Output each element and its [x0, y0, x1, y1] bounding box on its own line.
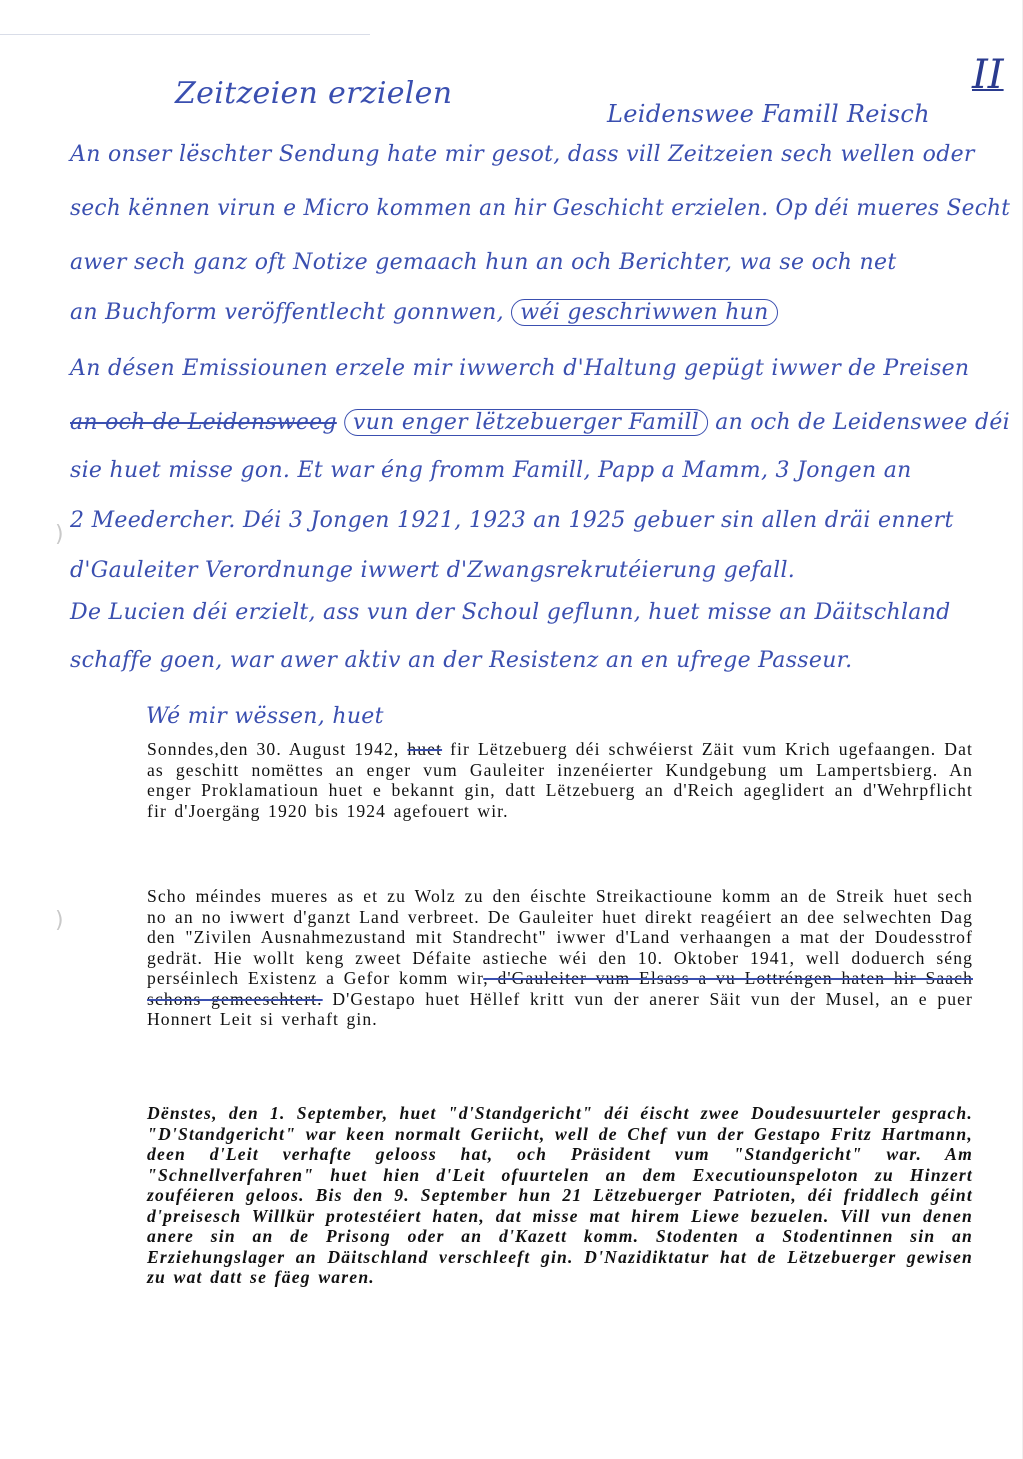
- handwritten-struck-text: an och de Leidensweeg: [70, 410, 337, 435]
- handwritten-subtitle: Leidenswee Famill Reisch: [607, 100, 930, 128]
- handwritten-line-2: sech kënnen virun e Micro kommen an hir Geschicht erzielen. Op déi mueres Secht: [70, 196, 1011, 221]
- handwritten-line-6-end: an och de Leidenswee déi: [715, 410, 1010, 435]
- handwritten-line-8: 2 Meedercher. Déi 3 Jongen 1921, 1923 an 1925 gebuer sin allen dräi ennert: [70, 508, 954, 533]
- handwritten-circled-note: wéi geschriwwen hun: [511, 299, 777, 326]
- handwritten-line-4: [70, 300, 778, 325]
- handwritten-line-9: d'Gauleiter Verordnunge iwwert d'Zwangsrekrutéierung gefall.: [70, 558, 796, 583]
- scan-edge-line: [0, 34, 370, 35]
- typed-p1-rest: fir Lëtzebuerg déi schwéierst Zäit vum Krich ugefaangen. Dat as geschitt nomëttes an enger vum Gauleiter inzenéierter Kundgebung um Lampertsbierg. An enger Proklamatioun huet e bekannt gin, datt Lëtzebuerg an d'Reich ageglidert an d'Wehrpflicht fir d'Joergäng 1920 bis 1924 agefouert wir.: [147, 739, 973, 821]
- handwritten-line-4-text: an Buchform veröffentlecht gonnwen,: [70, 300, 504, 325]
- margin-bracket-mark: ): [55, 908, 64, 933]
- handwritten-line-10: De Lucien déi erzielt, ass vun der Schoul geflunn, huet misse an Däitschland: [70, 600, 951, 625]
- handwritten-line-1: An onser lëschter Sendung hate mir gesot, dass vill Zeitzeien sech wellen oder: [70, 142, 975, 167]
- typed-p2-start: Scho méindes mueres as et zu Wolz zu den éischte Streikactioune komm an de Streik huet sech no an no iwwert d'ganzt Land verbreet. De Gauleiter huet direkt reagéiert an dee selwechten Dag den "Zivilen Ausnahmezustand mit Standrecht" iwwer d'Land verhaangen a mat der Doudesstrof gedrät. Hie wollt keng zweet Défaite astieche wéi den 10. Oktober 1941, well doduerch séng perséinlech Existenz a Gefor komm wir: [147, 886, 973, 988]
- typed-paragraph-3: Dënstes, den 1. September, huet "d'Standgericht" déi éischt zwee Doudesuurteler gesprach. "D'Standgericht" war keen normalt Geriicht, well de Chef vun der Gestapo Fritz Hartmann, deen d'Leit verhafte gelooss hat, och Präsident vum "Standgericht" war. Am "Schnellverfahren" huet hien d'Leit ofuurtelen an dem Executiounspeloton zu Hinzert zouféieren geloos. Bis den 9. September hun 21 Lëtzebuerger Patrioten, déi friddlech géint d'preisesch Willkür protestéiert haten, dat misse mat hirem Liewe bezuelen. Vill vun denen anere sin an de Prisong oder an d'Kazett komm. Stodenten a Stodentinnen sin an Erziehungslager an Däitschland verschleeft gin. D'Nazidiktatur hat de Lëtzebuerger gewisen zu wat datt se fäeg waren.: [147, 1103, 973, 1287]
- typed-p1-start: Sonndes,den 30. August 1942,: [147, 739, 400, 759]
- handwritten-line-6: [70, 410, 1010, 435]
- typed-paragraph-1: [147, 739, 973, 821]
- handwritten-line-3: awer sech ganz oft Notize gemaach hun an och Berichter, wa se och net: [70, 250, 897, 275]
- typed-p2-struck: , d'Gauleiter vum Elsass a vu Lottréngen haten hir Saach schons gemeeschtert.: [147, 968, 973, 1009]
- handwritten-insert: Wé mir wëssen, huet: [146, 704, 384, 729]
- typed-p1-struck: huet: [407, 739, 443, 759]
- margin-bracket-mark: ): [55, 522, 64, 547]
- handwritten-line-5: An désen Emissiounen erzele mir iwwerch d'Haltung gepügt iwwer de Preisen: [70, 356, 970, 381]
- handwritten-line-7: sie huet misse gon. Et war éng fromm Famill, Papp a Mamm, 3 Jongen an: [70, 458, 912, 483]
- handwritten-circled-family: vun enger lëtzebuerger Famill: [344, 409, 708, 436]
- page-number: II: [972, 52, 1004, 98]
- handwritten-title: Zeitzeien erzielen: [175, 76, 453, 111]
- typed-paragraph-2: [147, 886, 973, 1030]
- typed-p2-rest: D'Gestapo huet Hëllef kritt vun der anerer Säit vun der Musel, an e puer Honnert Leit si verhaft gin.: [147, 988, 974, 1029]
- handwritten-line-11: schaffe goen, war awer aktiv an der Resistenz an en ufrege Passeur.: [70, 648, 853, 673]
